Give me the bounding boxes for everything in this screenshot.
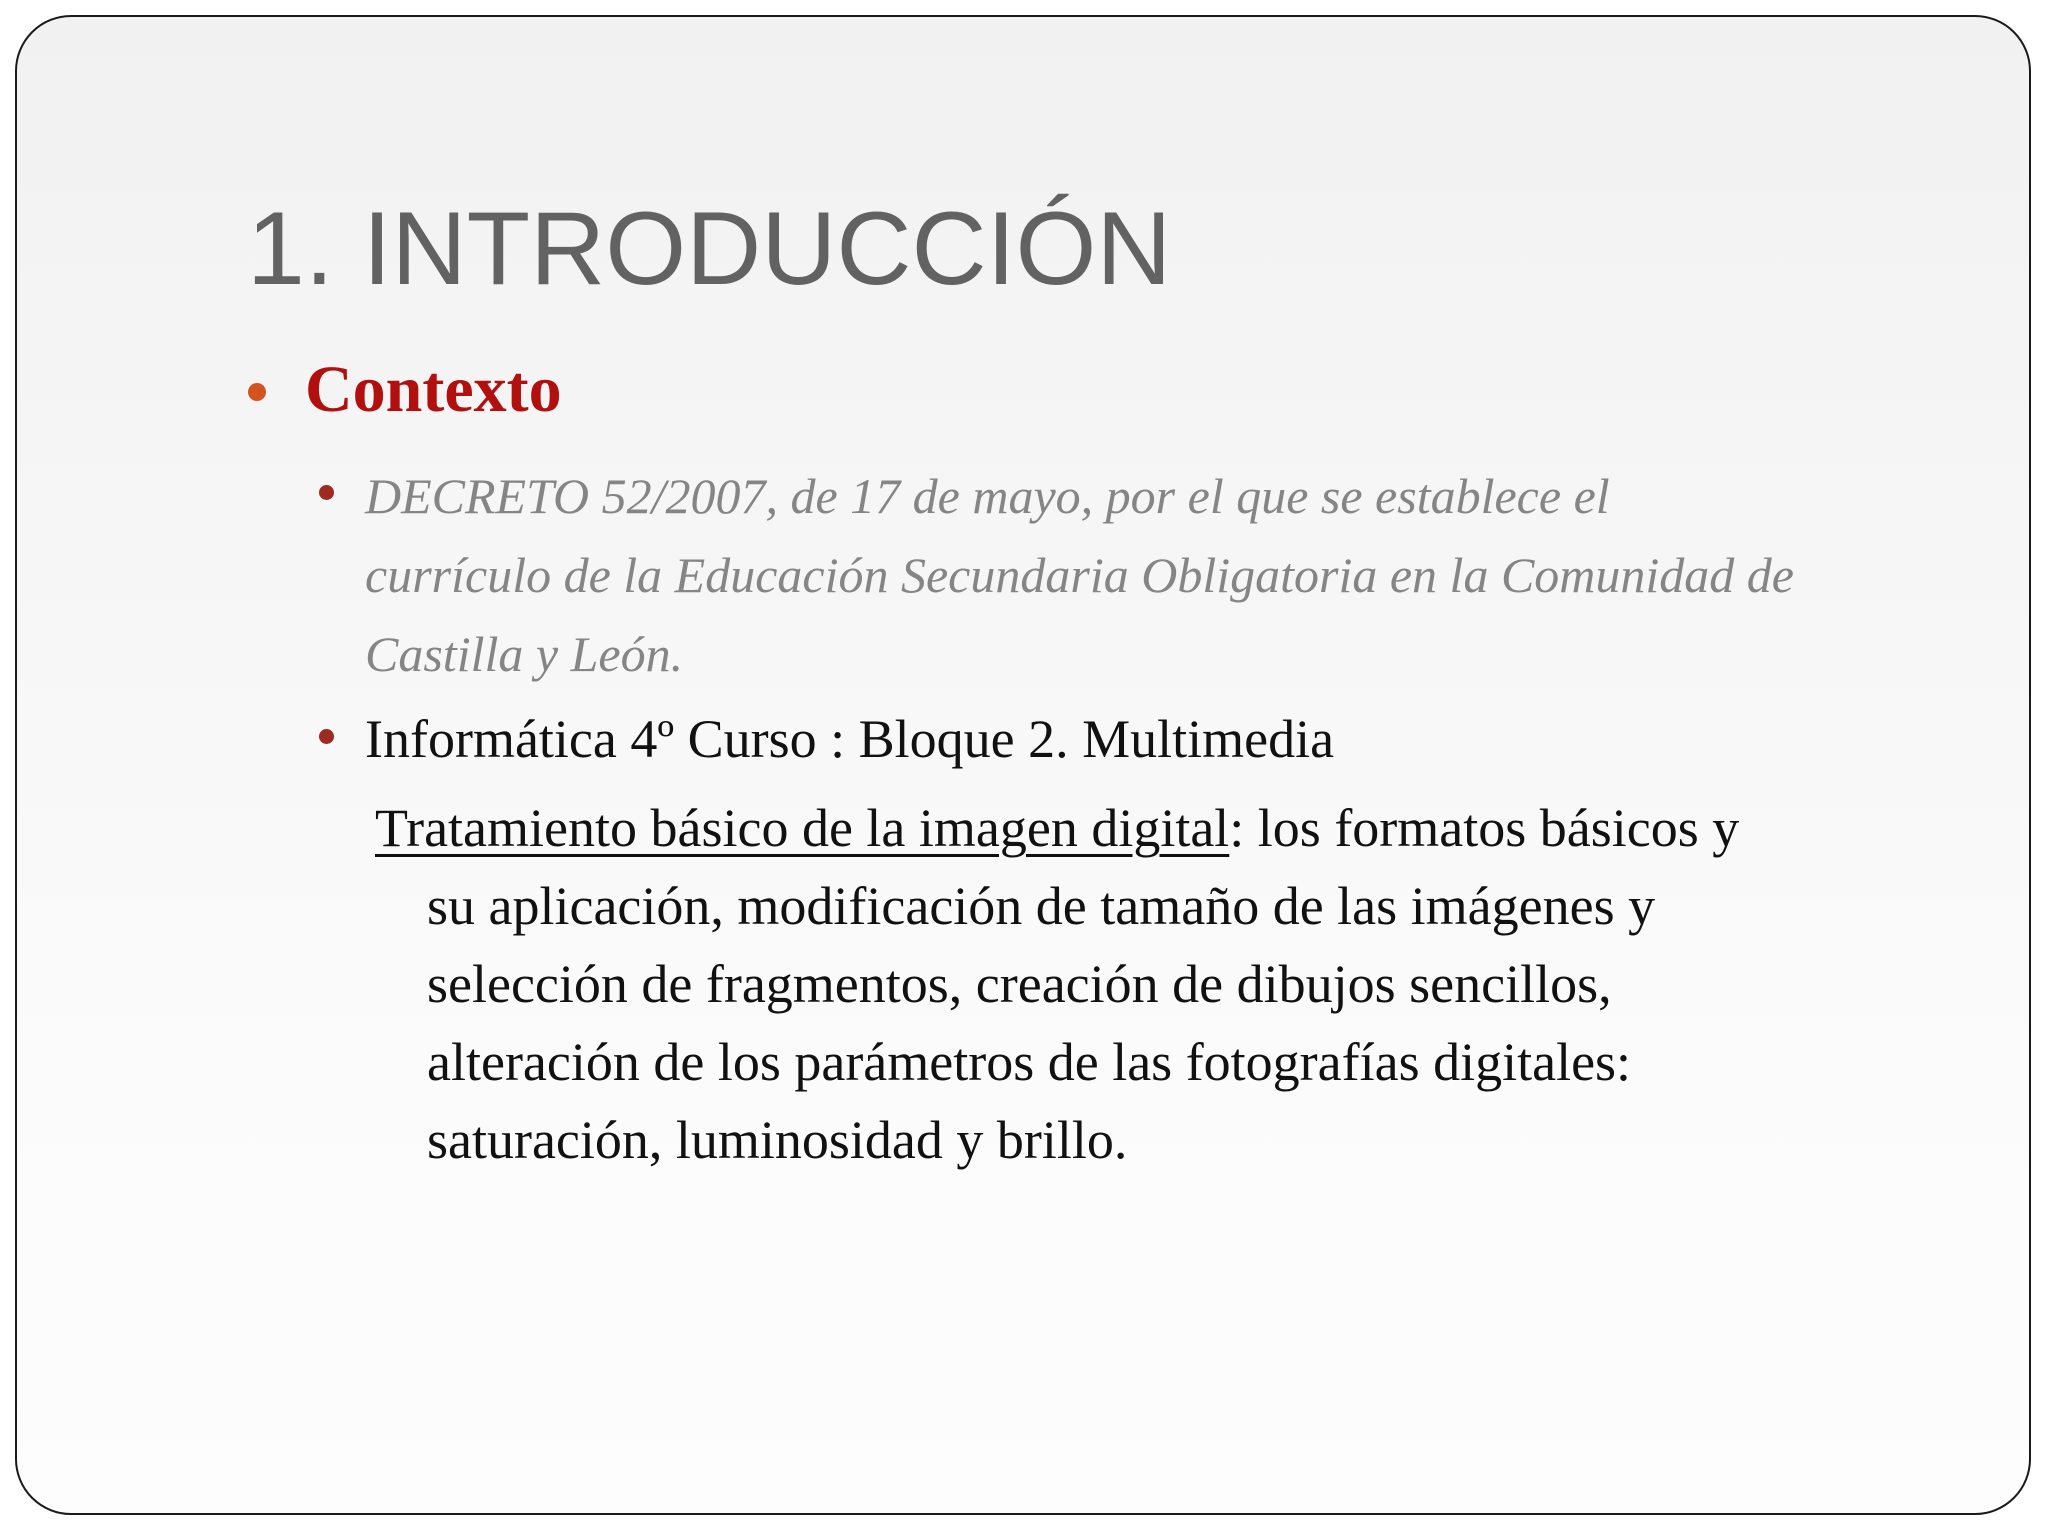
description-line: selección de fragmentos, creación de dibujos sencillos, [427, 954, 1612, 1014]
decree-line: Castilla y León. [365, 626, 684, 682]
topic-title: Tratamiento básico de la imagen digital [375, 798, 1230, 858]
course-block-heading: Informática 4º Curso : Bloque 2. Multimedia [365, 709, 1335, 769]
sub-bullet-dot-icon [319, 729, 334, 744]
decree-line: currículo de la Educación Secundaria Obligatoria en la Comunidad de [365, 547, 1794, 603]
block-description [375, 789, 1975, 1179]
description-line: alteración de los parámetros de las fotografías digitales: [427, 1032, 1632, 1092]
slide-title: 1. INTRODUCCIÓN [247, 191, 1172, 307]
sub-bullet-dot-icon [319, 485, 334, 500]
description-first-line [375, 789, 1975, 867]
topic-rest: : los formatos básicos y [1229, 798, 1740, 858]
bullet-dot-icon [248, 383, 266, 401]
decree-line: DECRETO 52/2007, de 17 de mayo, por el que se establece el [365, 468, 1610, 524]
section-heading: Contexto [305, 353, 562, 426]
description-line: saturación, luminosidad y brillo. [427, 1110, 1128, 1170]
description-line: su aplicación, modificación de tamaño de las imágenes y [427, 876, 1656, 936]
decree-reference [365, 457, 1925, 694]
slide [15, 15, 2031, 1515]
